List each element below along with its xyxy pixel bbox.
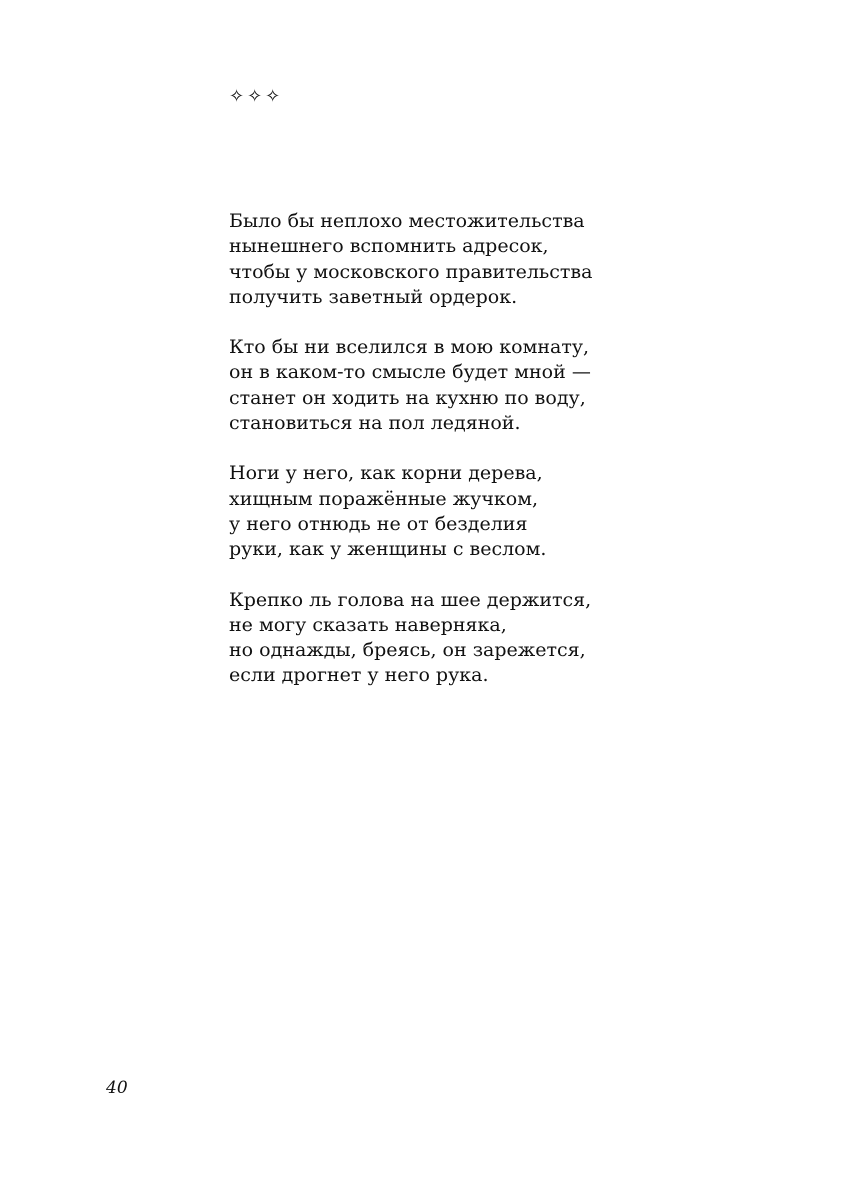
poem-line: нынешнего вспомнить адресок, — [229, 235, 549, 258]
stanza-4 — [229, 588, 689, 689]
poem-line: Ноги у него, как корни дерева, — [229, 462, 543, 485]
poem-line: руки, как у женщины с веслом. — [229, 538, 547, 561]
poem-line: Крепко ль голова на шее держится, — [229, 588, 592, 611]
poem-line: становиться на пол ледяной. — [229, 412, 521, 435]
poem-line: у него отнюдь не от безделия — [229, 512, 528, 535]
poem-line: хищным поражённые жучком, — [229, 487, 539, 510]
poem-line: он в каком-то смысле будет мной — — [229, 361, 591, 384]
poem — [229, 209, 689, 714]
poem-line: чтобы у московского правительства — [229, 260, 593, 283]
poem-line: получить заветный ордерок. — [229, 285, 518, 308]
poem-line: Было бы неплохо местожительства — [229, 210, 585, 232]
page-number: 40 — [106, 1078, 128, 1098]
poem-line: Кто бы ни вселился в мою комнату, — [229, 336, 590, 359]
section-ornament: ✧✧✧ — [229, 86, 284, 107]
poem-line: не могу сказать наверняка, — [229, 613, 507, 636]
stanza-1 — [229, 209, 689, 310]
stanza-3 — [229, 461, 689, 562]
poem-line: станет он ходить на кухню по воду, — [229, 386, 586, 409]
poem-line: если дрогнет у него рука. — [229, 664, 489, 687]
stanza-2 — [229, 335, 689, 436]
poem-line: но однажды, бреясь, он зарежется, — [229, 639, 586, 662]
